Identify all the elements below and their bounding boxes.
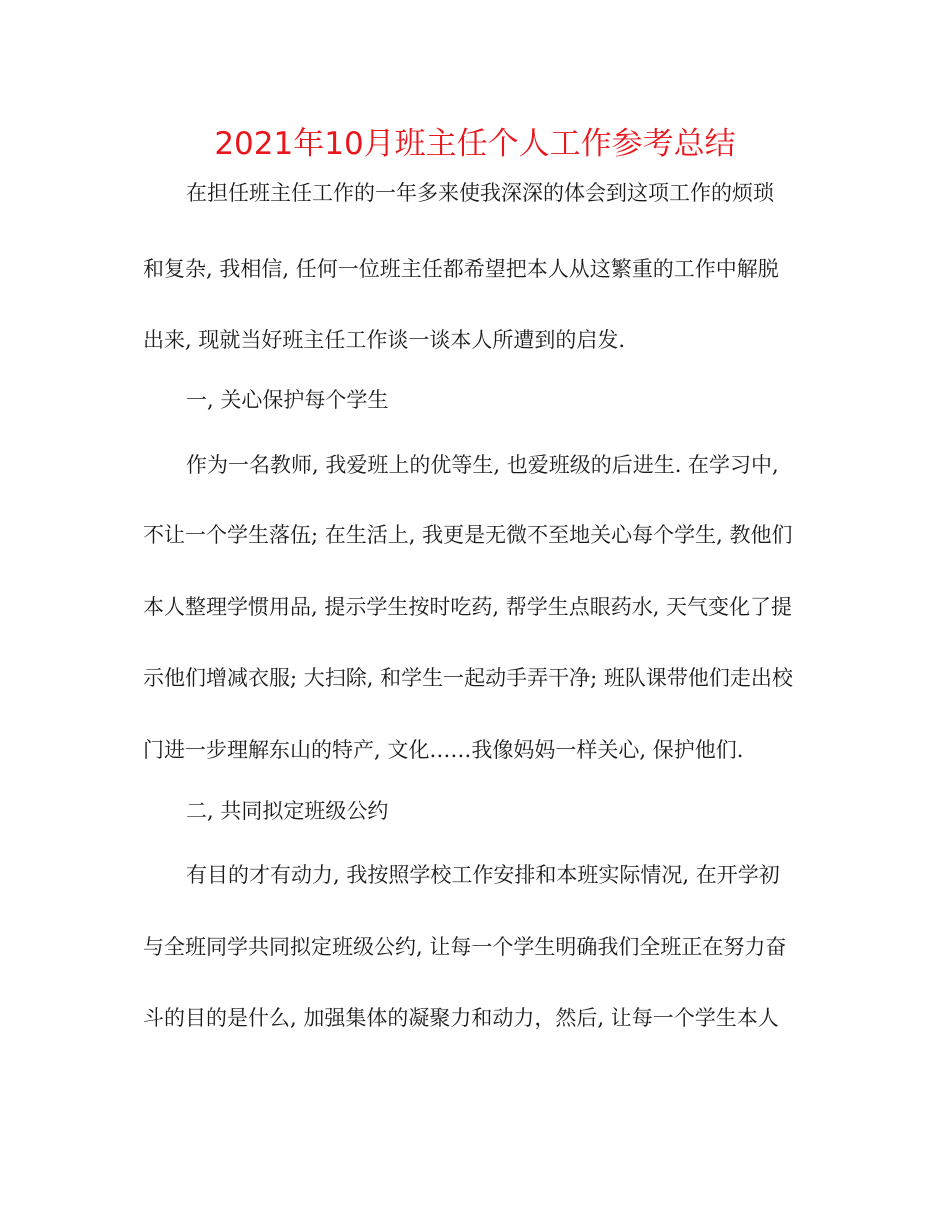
paragraph-line: 出来, 现就当好班主任工作谈一谈本人所遭到的启发. (143, 328, 626, 352)
section-heading: 一, 关心保护每个学生 (186, 388, 389, 412)
paragraph-line: 示他们增减衣服; 大扫除, 和学生一起动手弄干净; 班队课带他们走出校 (143, 666, 793, 690)
document-title: 2021年10月班主任个人工作参考总结 (214, 126, 736, 162)
paragraph-line: 不让一个学生落伍; 在生活上, 我更是无微不至地关心每个学生, 教他们 (143, 523, 793, 547)
section-heading: 二, 共同拟定班级公约 (186, 799, 389, 823)
paragraph-line: 斗的目的是什么, 加强集体的凝聚力和动力，然后, 让每一个学生本人 (143, 1006, 779, 1030)
paragraph-line: 门进一步理解东山的特产, 文化……我像妈妈一样关心, 保护他们. (143, 738, 744, 762)
paragraph-line: 有目的才有动力, 我按照学校工作安排和本班实际情况, 在开学初 (186, 863, 780, 887)
paragraph-line: 在担任班主任工作的一年多来使我深深的体会到这项工作的烦琐 (186, 181, 774, 205)
paragraph-line: 本人整理学惯用品, 提示学生按时吃药, 帮学生点眼药水, 天气变化了提 (143, 595, 793, 619)
paragraph-line: 和复杂, 我相信, 任何一位班主任都希望把本人从这繁重的工作中解脱 (143, 257, 779, 281)
paragraph-line: 作为一名教师, 我爱班上的优等生, 也爱班级的后进生. 在学习中, (186, 453, 779, 477)
paragraph-line: 与全班同学共同拟定班级公约, 让每一个学生明确我们全班正在努力奋 (143, 935, 787, 959)
